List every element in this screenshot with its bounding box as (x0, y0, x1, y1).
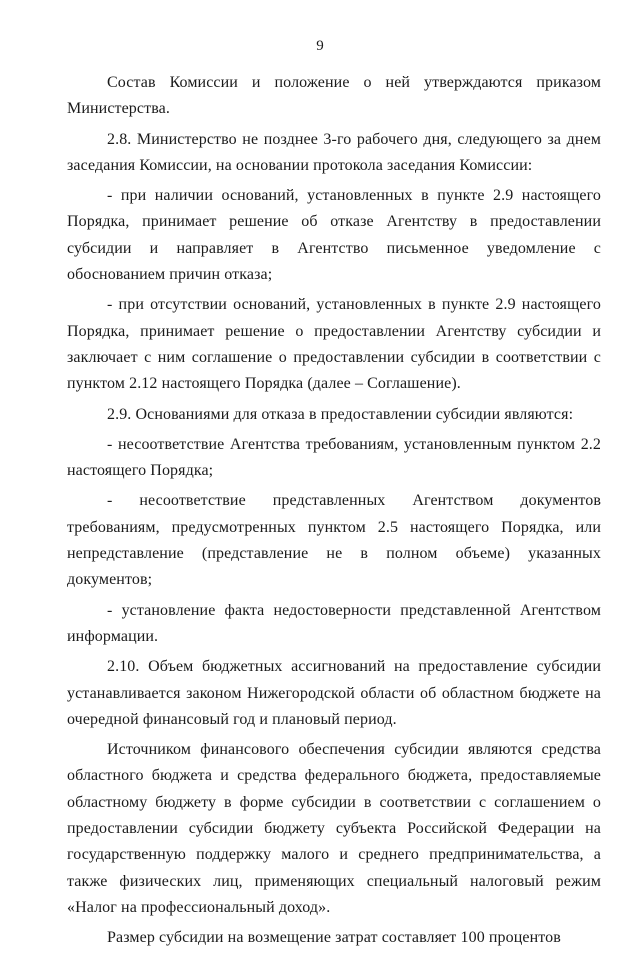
paragraph-2-9: 2.9. Основаниями для отказа в предоставлении субсидии являются: (107, 405, 574, 423)
paragraph-subsidy-amount: Размер субсидии на возмещение затрат составляет 100 процентов (107, 929, 561, 947)
paragraph-documents-mismatch: - несоответствие представленных Агентством документов требованиям, предусмотренных пунктом 2.5 настоящего Порядка, или непредставление (представление не в полном объеме) указанных документов; (67, 492, 601, 589)
paragraph-2-8: 2.8. Министерство не позднее 3-го рабочего дня, следующего за днем заседания Комиссии, на основании протокола заседания Комиссии: (67, 130, 601, 174)
paragraph-2-10: 2.10. Объем бюджетных ассигнований на предоставление субсидии устанавливается законом Нижегородской области об областном бюджете на очередной финансовый год и плановый период. (67, 658, 601, 728)
page-number: 9 (316, 38, 324, 54)
paragraph-commission-composition: Состав Комиссии и положение о ней утверждаются приказом Министерства. (67, 74, 601, 118)
paragraph-false-information: - установление факта недостоверности представленной Агентством информации. (67, 601, 601, 645)
paragraph-refusal-decision: - при наличии оснований, установленных в пункте 2.9 настоящего Порядка, принимает решение об отказе Агентству в предоставлении субсидии и направляет в Агентство письменное уведомление с обоснованием причин отказа; (67, 187, 601, 284)
paragraph-funding-source: Источником финансового обеспечения субсидии являются средства областного бюджета и средства федерального бюджета, предоставляемые областному бюджету в форме субсидии в соответствии с соглашением о предоставлении субсидии бюджету субъекта Российской Федерации на государственную поддержку малого и среднего предпринимательства, а также физических лиц, применяющих специальный налоговый режим «Налог на профессиональный доход». (67, 741, 601, 916)
paragraph-grant-decision: - при отсутствии оснований, установленных в пункте 2.9 настоящего Порядка, принимает решение о предоставлении Агентству субсидии и заключает с ним соглашение о предоставлении субсидии в соответствии с пунктом 2.12 настоящего Порядка (далее – Соглашение). (67, 296, 601, 393)
document-body (67, 70, 601, 956)
paragraph-requirements-mismatch: - несоответствие Агентства требованиям, установленным пунктом 2.2 настоящего Порядка; (67, 435, 601, 480)
